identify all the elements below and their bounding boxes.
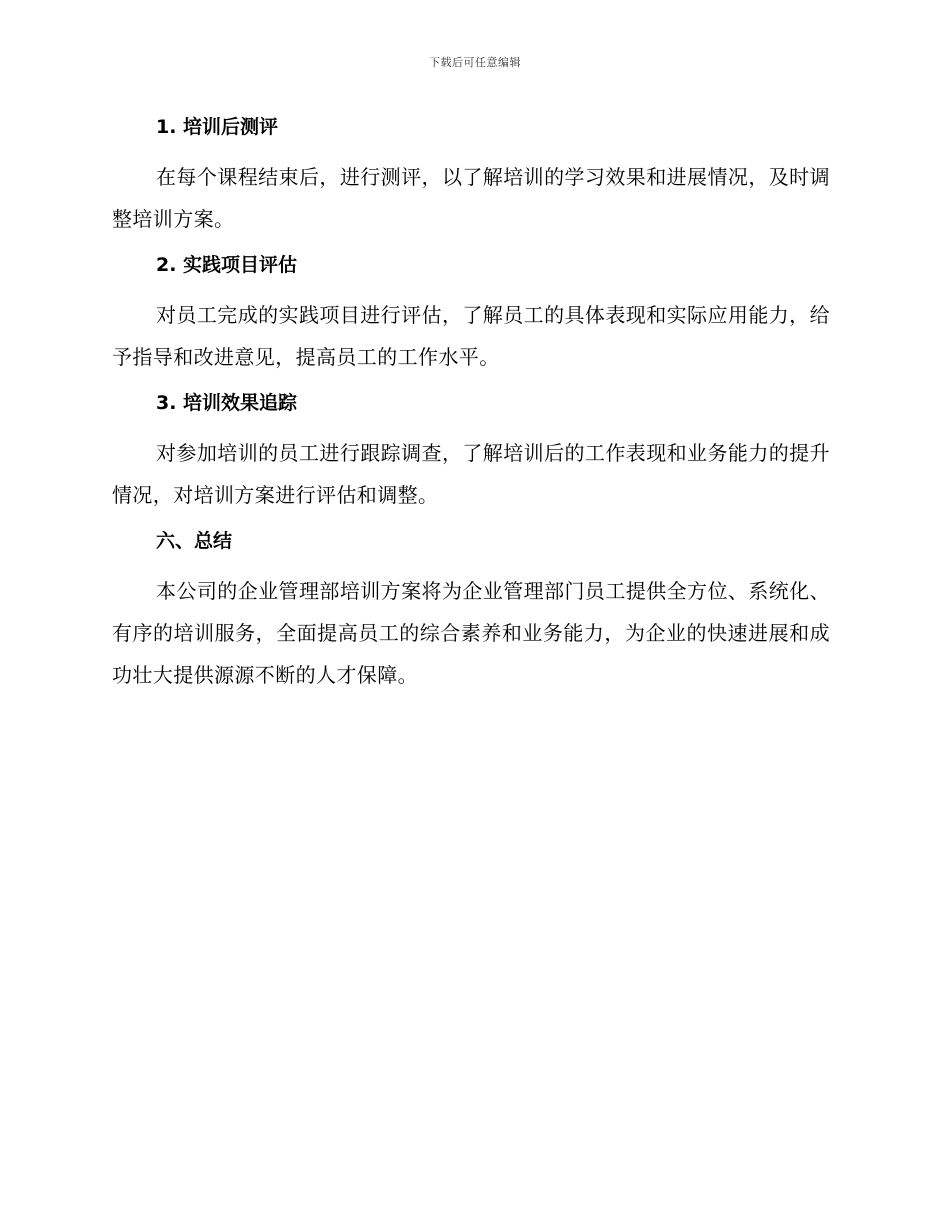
section-paragraph-practice-project-evaluation: 对员工完成的实践项目进行评估，了解员工的具体表现和实际应用能力，给予指导和改进意见，提高员工的工作水平。 (112, 303, 830, 369)
section-heading-post-training-assessment: 1. 培训后测评 (156, 116, 279, 138)
section-heading-training-effect-tracking: 3. 培训效果追踪 (156, 392, 298, 414)
section-paragraph-training-effect-tracking: 对参加培训的员工进行跟踪调查，了解培训后的工作表现和业务能力的提升情况，对培训方案进行评估和调整。 (112, 441, 830, 507)
document-content (112, 110, 830, 704)
section-paragraph-post-training-assessment: 在每个课程结束后，进行测评，以了解培训的学习效果和进展情况，及时调整培训方案。 (112, 165, 830, 231)
section-heading-practice-project-evaluation: 2. 实践项目评估 (156, 254, 298, 276)
section-paragraph-summary: 本公司的企业管理部培训方案将为企业管理部门员工提供全方位、系统化、有序的培训服务，全面提高员工的综合素养和业务能力，为企业的快速进展和成功壮大提供源源不断的人才保障。 (112, 579, 830, 687)
section-heading-summary: 六、总结 (156, 530, 233, 552)
header-note: 下载后可任意编辑 (429, 56, 521, 69)
